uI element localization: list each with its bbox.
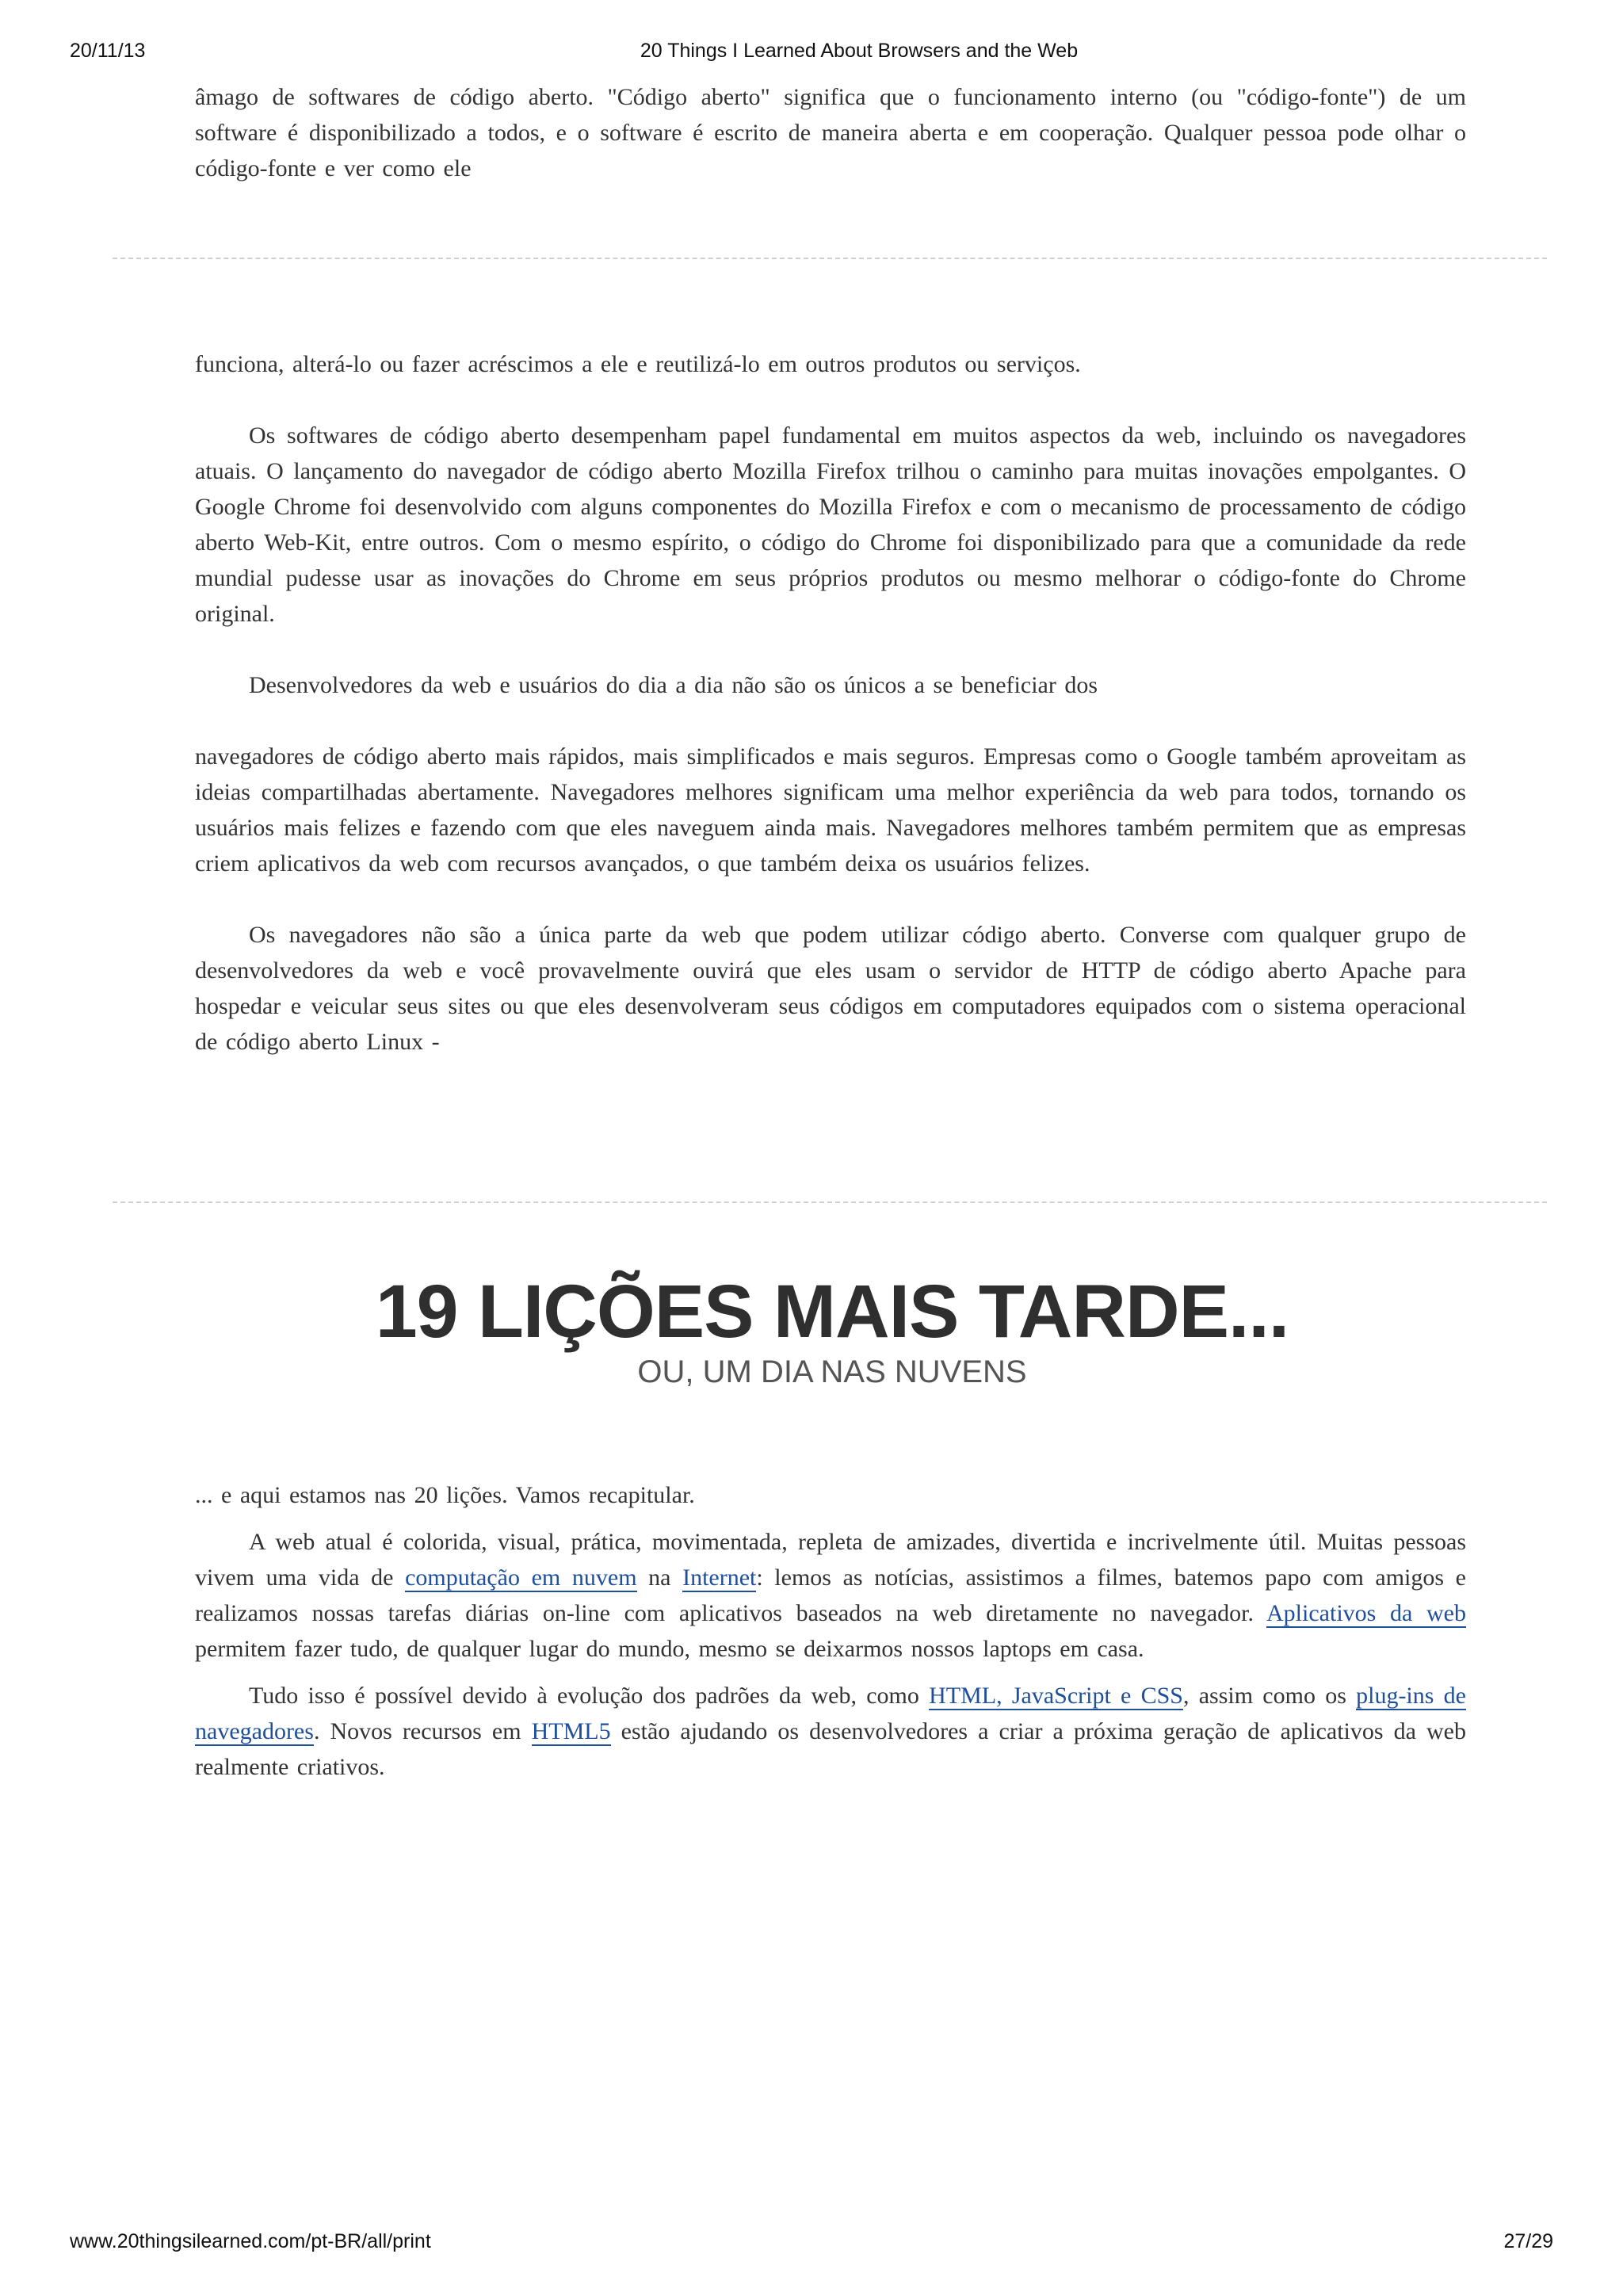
section-open-source-continued	[195, 346, 1466, 1060]
link-cloud-computing[interactable]: computação em nuvem	[405, 1564, 637, 1591]
paragraph-open-source-continued: funciona, alterá-lo ou fazer acréscimos a ele e reutilizá-lo em outros produtos ou serviços.	[195, 351, 1081, 377]
text-segment: A web atual é colorida, visual, prática, movimentada, repleta de amizades, divertida e incrivelmente útil. Muitas pessoas vivem uma vida de	[195, 1529, 1466, 1591]
text-segment: na	[636, 1564, 683, 1591]
text-segment: : lemos as notícias, assistimos a filmes, batemos papo com amigos e realizamos nossas tarefas diárias on-line com aplicativos baseados na web diretamente no navegador.	[195, 1564, 1466, 1626]
print-date: 20/11/13	[70, 40, 146, 62]
page-number: 27/29	[1503, 2230, 1553, 2252]
paragraph-developers-continued: navegadores de código aberto mais rápidos, mais simplificados e mais seguros. Empresas como o Google também aproveitam as ideias compartilhadas abertamente. Navegadores melhores significam uma melhor experiência da web para todos, tornando os usuários mais felizes e fazendo com que eles naveguem ainda mais. Navegadores melhores também permitem que as empresas criem aplicativos da web com recursos avançados, o que também deixa os usuários felizes.	[195, 743, 1466, 877]
print-url: www.20thingsilearned.com/pt-BR/all/print	[70, 2230, 431, 2252]
link-browser-plugins[interactable]: plug-ins de navegadores	[195, 1683, 1466, 1744]
text-segment: estão ajudando os desenvolvedores a criar a próxima geração de aplicativos da web realmente criativos.	[195, 1718, 1466, 1780]
print-header	[0, 40, 1623, 71]
paragraph-open-source-browsers: Os softwares de código aberto desempenham papel fundamental em muitos aspectos da web, incluindo os navegadores atuais. O lançamento do navegador de código aberto Mozilla Firefox trilhou o caminho para muitas inovações empolgantes. O Google Chrome foi desenvolvido com alguns componentes do Mozilla Firefox e com o mecanismo de processamento de código aberto Web-Kit, entre outros. Com o mesmo espírito, o código do Chrome foi disponibilizado para que a comunidade da rede mundial pudesse usar as inovações do Chrome em seus próprios produtos ou mesmo melhorar o código-fonte do Chrome original.	[195, 422, 1466, 627]
page-divider-top	[113, 258, 1547, 259]
paragraph-web-today	[195, 1524, 1466, 1667]
page-divider-chapter	[113, 1201, 1547, 1203]
print-document-title: 20 Things I Learned About Browsers and the Web	[640, 40, 1079, 62]
text-segment: . Novos recursos em	[313, 1718, 532, 1744]
chapter-intro: ... e aqui estamos nas 20 lições. Vamos recapitular.	[195, 1482, 695, 1508]
link-html-js-css[interactable]: HTML, JavaScript e CSS	[929, 1683, 1183, 1709]
paragraph-open-source-intro: âmago de softwares de código aberto. "Código aberto" significa que o funcionamento interno (ou "código-fonte") de um software é disponibilizado a todos, e o software é escrito de maneira aberta e em cooperação. Qualquer pessoa pode olhar o código-fonte e ver como ele	[195, 84, 1466, 181]
chapter-body	[195, 1477, 1466, 1785]
chapter-subtitle: OU, UM DIA NAS NUVENS	[637, 1354, 1027, 1389]
section-open-source-end	[195, 79, 1466, 186]
text-segment: permitem fazer tudo, de qualquer lugar do mundo, mesmo se deixarmos nossos laptops em casa.	[195, 1636, 1144, 1662]
link-internet[interactable]: Internet	[682, 1564, 757, 1591]
link-web-apps[interactable]: Aplicativos da web	[1266, 1600, 1466, 1626]
paragraph-apache-linux: Os navegadores não são a única parte da web que podem utilizar código aberto. Converse com qualquer grupo de desenvolvedores da web e você provavelmente ouvirá que eles usam o servidor de HTTP de código aberto Apache para hospedar e veicular seus sites ou que eles desenvolveram seus códigos em computadores equipados com o sistema operacional de código aberto Linux -	[195, 922, 1466, 1055]
paragraph-developers-start: Desenvolvedores da web e usuários do dia a dia não são os únicos a se beneficiar dos	[249, 672, 1098, 698]
paragraph-web-standards	[195, 1678, 1466, 1785]
link-html5[interactable]: HTML5	[531, 1718, 611, 1744]
chapter-title: 19 LIÇÕES MAIS TARDE...	[375, 1270, 1289, 1354]
text-segment: , assim como os	[1183, 1683, 1357, 1709]
text-segment: Tudo isso é possível devido à evolução dos padrões da web, como	[249, 1683, 930, 1709]
